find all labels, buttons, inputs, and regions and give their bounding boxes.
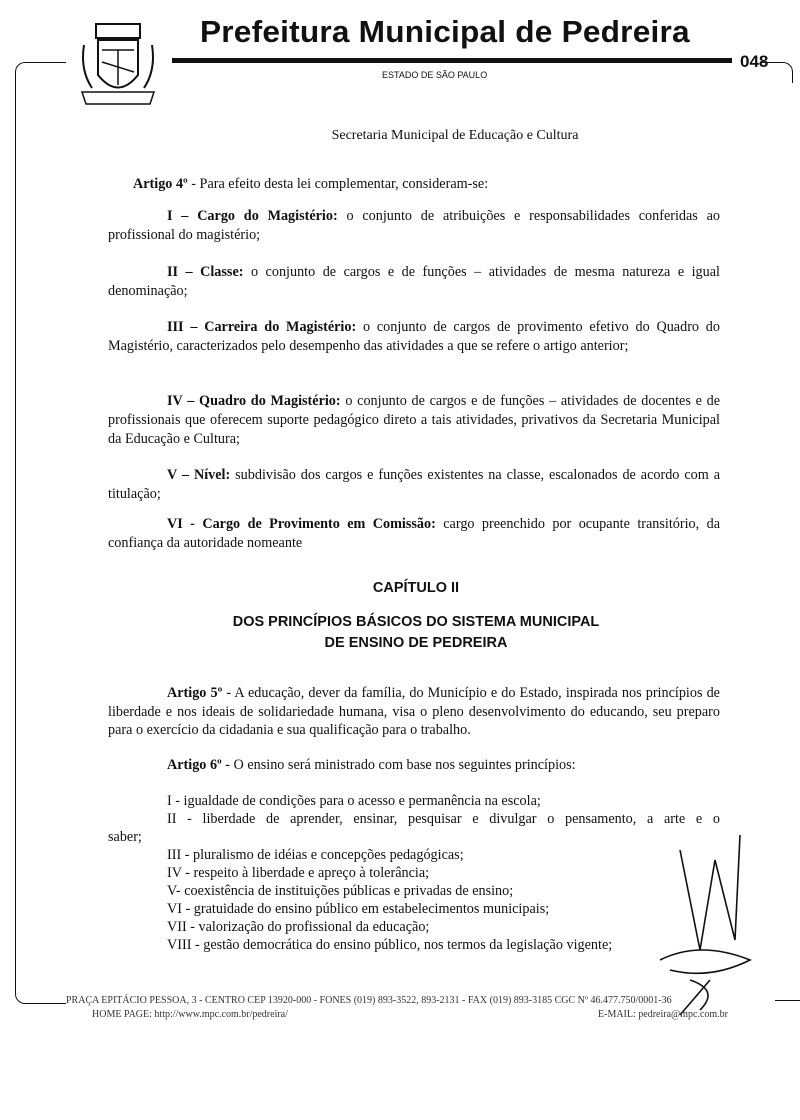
footer-email: E-MAIL: pedreira@mpc.com.br bbox=[598, 1009, 728, 1020]
department-name: Secretaria Municipal de Educação e Cultura bbox=[331, 128, 579, 143]
article-4-item bbox=[108, 263, 720, 301]
page-number: 048 bbox=[740, 52, 769, 71]
principle-item-continuation: saber; bbox=[108, 829, 142, 845]
item-label: VI - Cargo de Provimento em Comissão: bbox=[167, 516, 436, 532]
principle-item: III - pluralismo de idéias e concepções pedagógicas; bbox=[167, 847, 464, 863]
municipal-crest-logo bbox=[78, 20, 158, 110]
item-text: subdivisão dos cargos e funções existentes na classe, escalonados de acordo com a titulação; bbox=[108, 467, 720, 502]
border-left bbox=[15, 62, 66, 1004]
article-6-intro bbox=[108, 756, 720, 775]
item-label: V – Nível: bbox=[167, 467, 231, 483]
article-4-item bbox=[108, 515, 720, 553]
item-text: o conjunto de cargos de provimento efetivo do Quadro do Magistério, caracterizados pelo desempenho das atividades a que se refere o artigo anterior; bbox=[108, 319, 720, 354]
header-rule bbox=[172, 58, 732, 63]
handwritten-signature bbox=[640, 830, 760, 1020]
article-label: Artigo 6º bbox=[167, 757, 222, 773]
principle-item: II - liberdade de aprender, ensinar, pesquisar e divulgar o pensamento, a arte e o bbox=[167, 811, 720, 827]
footer-address: PRAÇA EPITÁCIO PESSOA, 3 - CENTRO CEP 13920-000 - FONES (019) 893-3522, 893-2131 - FAX (019) 893-3185 CGC Nº 46.477.750/0001-36 bbox=[66, 995, 672, 1006]
item-label: IV – Quadro do Magistério: bbox=[167, 393, 341, 409]
article-label: Artigo 5º bbox=[167, 685, 223, 701]
item-label: II – Classe: bbox=[167, 264, 244, 280]
chapter-title-line1: DOS PRINCÍPIOS BÁSICOS DO SISTEMA MUNICIPAL bbox=[232, 614, 600, 630]
article-text: - O ensino será ministrado com base nos seguintes princípios: bbox=[221, 757, 576, 773]
item-label: I – Cargo do Magistério: bbox=[167, 208, 338, 224]
chapter-number: CAPÍTULO II bbox=[372, 580, 460, 596]
principle-item: VIII - gestão democrática do ensino público, nos termos da legislação vigente; bbox=[167, 937, 613, 953]
item-text: o conjunto de atribuições e responsabilidades conferidas ao profissional do magistério; bbox=[108, 208, 721, 243]
article-text: - A educação, dever da família, do Município e do Estado, inspirada nos princípios de liberdade e nos ideais de solidariedade humana, visa o pleno desenvolvimento do educando, seu preparo para o exercício da cidadania e sua qualificação para o trabalho. bbox=[108, 685, 720, 738]
principle-item: VI - gratuidade do ensino público em estabelecimentos municipais; bbox=[167, 901, 550, 917]
article-4-item bbox=[108, 392, 720, 449]
article-5 bbox=[108, 684, 720, 740]
item-text: cargo preenchido por ocupante transitório, da confiança da autoridade nomeante bbox=[108, 516, 720, 551]
principle-item: I - igualdade de condições para o acesso e permanência na escola; bbox=[167, 793, 541, 809]
footer-homepage: HOME PAGE: http://www.mpc.com.br/pedreira/ bbox=[92, 1009, 288, 1020]
article-4-item bbox=[108, 318, 720, 356]
institution-title: Prefeitura Municipal de Pedreira bbox=[200, 14, 690, 49]
border-corner-right bbox=[760, 62, 793, 83]
article-4-item bbox=[108, 466, 720, 504]
item-text: o conjunto de cargos e de funções – atividades de docentes e de profissionais que oferecem suporte pedagógico direto a tais atividades, privativos da Secretaria Municipal da Educação e Cultura; bbox=[108, 393, 720, 447]
article-text: - Para efeito desta lei complementar, consideram-se: bbox=[187, 176, 489, 192]
chapter-title-line2: DE ENSINO DE PEDREIRA bbox=[324, 635, 508, 651]
item-label: III – Carreira do Magistério: bbox=[167, 319, 357, 335]
principle-item: IV - respeito à liberdade e apreço à tolerância; bbox=[167, 865, 430, 881]
article-4-intro bbox=[108, 175, 720, 194]
footer-rule-right bbox=[775, 1000, 800, 1001]
article-4-item bbox=[108, 207, 720, 245]
item-text: o conjunto de cargos e de funções – atividades de mesma natureza e igual denominação; bbox=[108, 264, 720, 299]
state-label: ESTADO DE SÃO PAULO bbox=[382, 70, 488, 80]
principle-item: VII - valorização do profissional da educação; bbox=[167, 919, 430, 935]
principle-item: V- coexistência de instituições públicas e privadas de ensino; bbox=[167, 883, 514, 899]
article-label: Artigo 4º bbox=[133, 176, 188, 192]
